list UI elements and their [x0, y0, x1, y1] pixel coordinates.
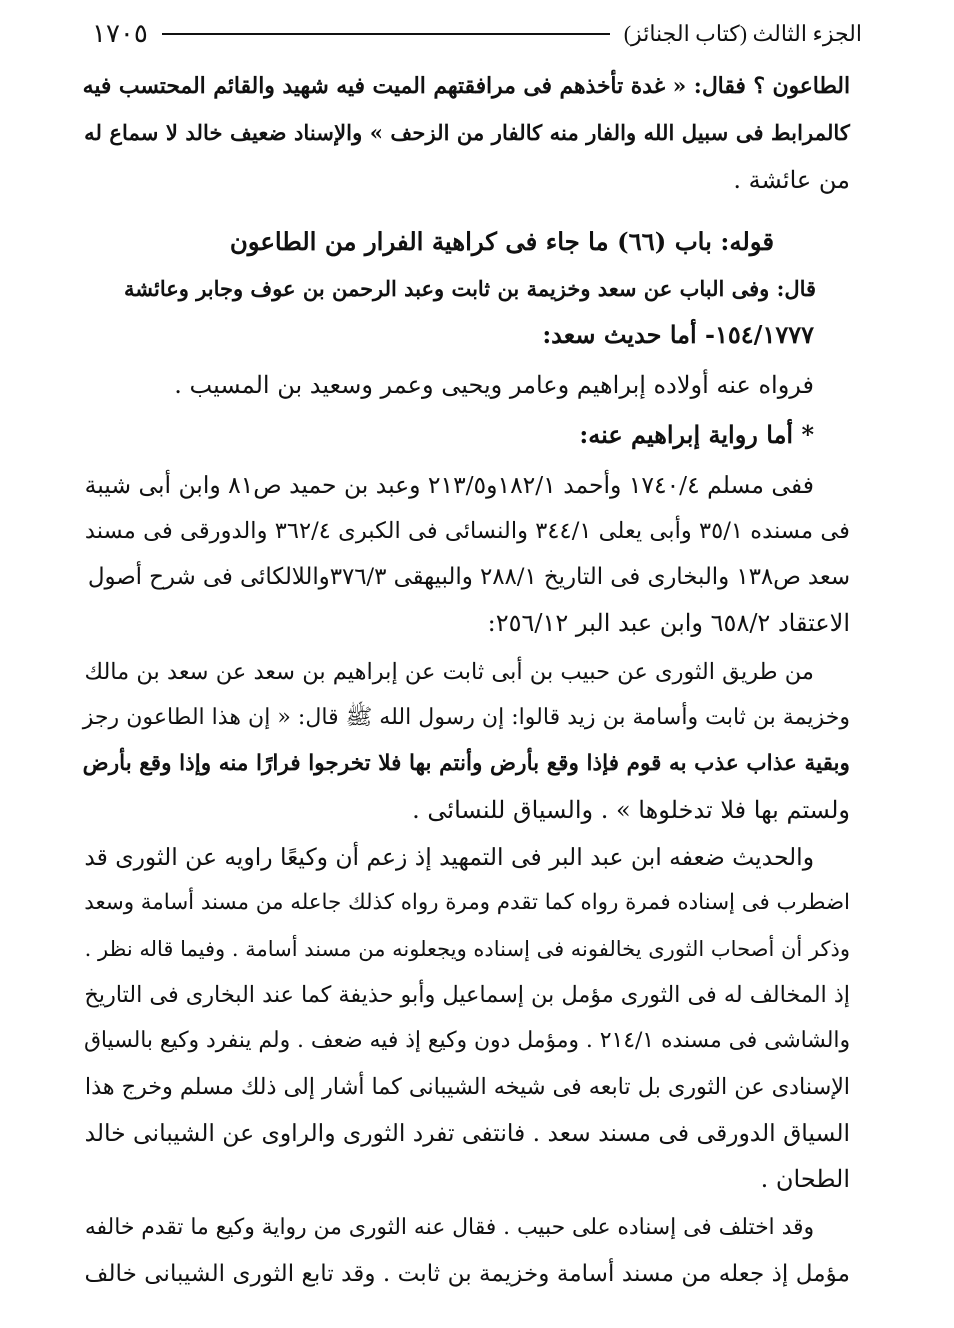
text-line: وذكر أن أصحاب الثورى يخالفونه فى إسناده ويجعلونه من مسند أسامة . وفيما قاله نظر . [84, 936, 850, 961]
text-line: مؤمل إذ جعله من مسند أسامة وخزيمة بن ثابت . وقد تابع الثورى الشيبانى خالف [84, 1261, 850, 1287]
text-line: وخزيمة بن ثابت وأسامة بن زيد قالوا: إن رسول الله ﷺ قال: « إن هذا الطاعون رجز [82, 705, 850, 730]
page-number: ١٧٠٥ [92, 19, 148, 48]
text-line: * أما رواية إبراهيم عنه: [579, 420, 814, 449]
text-line: فرواه عنه أولاده إبراهيم وعامر ويحيى وعمر وسعيد بن المسيب . [174, 371, 814, 399]
header-rule [162, 33, 610, 35]
text-line: وقد اختلف فى إسناده على حبيب . فقال عنه الثورى من رواية وكيع ما تقدم خالفه [84, 1215, 814, 1240]
text-line: ففى مسلم ١٧٤٠/٤ وأحمد ١٨٢/١و٢١٣/٥ وعبد بن حميد ص٨١ وابن أبى شيبة [84, 471, 814, 499]
text-line: قوله: باب (٦٦) ما جاء فى كراهية الفرار من الطاعون [229, 227, 774, 256]
text-line: إذ المخالف له فى الثورى مؤمل بن إسماعيل وأبو حذيفة كما عند البخارى فى التاريخ [84, 982, 850, 1008]
text-line: والحديث ضعفه ابن عبد البر فى التمهيد إذ زعم أن وكيعًا راويه عن الثورى قد [84, 843, 814, 871]
text-line: الاعتقاد ٦٥٨/٢ وابن عبد البر ٢٥٦/١٢: [487, 609, 850, 637]
text-line: من عائشة . [733, 166, 850, 194]
text-line: السياق الدورقى فى مسند سعد . فانتفى تفرد الثورى والراوى عن الشيبانى خالد [84, 1119, 850, 1147]
page-header [92, 14, 862, 54]
text-line: اضطرب فى إسناده فمرة رواه كما تقدم ومرة رواه كذلك جاعله من مسند أسامة وسعد [84, 890, 850, 915]
text-line: فى مسنده ٣٥/١ وأبى يعلى ٣٤٤/١ والنسائى فى الكبرى ٣٦٢/٤ والدورقى فى مسند [84, 518, 850, 544]
text-line: الإسنادى عن الثورى بل تابعه فى شيخه الشيبانى كما أشار إلى ذلك مسلم وخرج هذا [84, 1074, 850, 1100]
text-line: والشاشى فى مسنده ٢١٤/١ . ومؤمل دون وكيع إذ فيه ضعف . ولم ينفرد وكيع بالسياق [83, 1028, 850, 1053]
text-line: الطحان . [760, 1165, 850, 1193]
text-line: وبقية عذاب عذب به قوم فإذا وقع بأرض وأنتم بها فلا تخرجوا فرارًا منه وإذا وقع بأرض [82, 751, 850, 776]
running-title: الجزء الثالث (كتاب الجنائز) [623, 21, 862, 46]
text-line: الطاعون ؟ فقال: « غدة تأخذهم فى مرافقتهم الميت فيه شهيد والقائم المحتسب فيه [82, 74, 850, 99]
text-line: كالمرابط فى سبيل الله والفار منه كالفار من الزحف » والإسناد ضعيف خالد لا سماع له [84, 121, 850, 146]
text-line: قال: وفى الباب عن سعد وخزيمة بن ثابت وعبد الرحمن بن عوف وجابر وعائشة [124, 276, 816, 301]
text-line: سعد ص١٣٨ والبخارى فى التاريخ ٢٨٨/١ والبيهقى ٣٧٦/٣واللالكائى فى شرح أصول [87, 564, 850, 590]
text-line: ١٥٤/١٧٧٧- أما حديث سعد: [542, 320, 814, 349]
text-line: من طريق الثورى عن حبيب بن أبى ثابت عن إبراهيم بن سعد عن سعد بن مالك [84, 659, 814, 685]
text-line: ولستم بها فلا تدخلوها » . والسياق للنسائى . [412, 796, 850, 824]
